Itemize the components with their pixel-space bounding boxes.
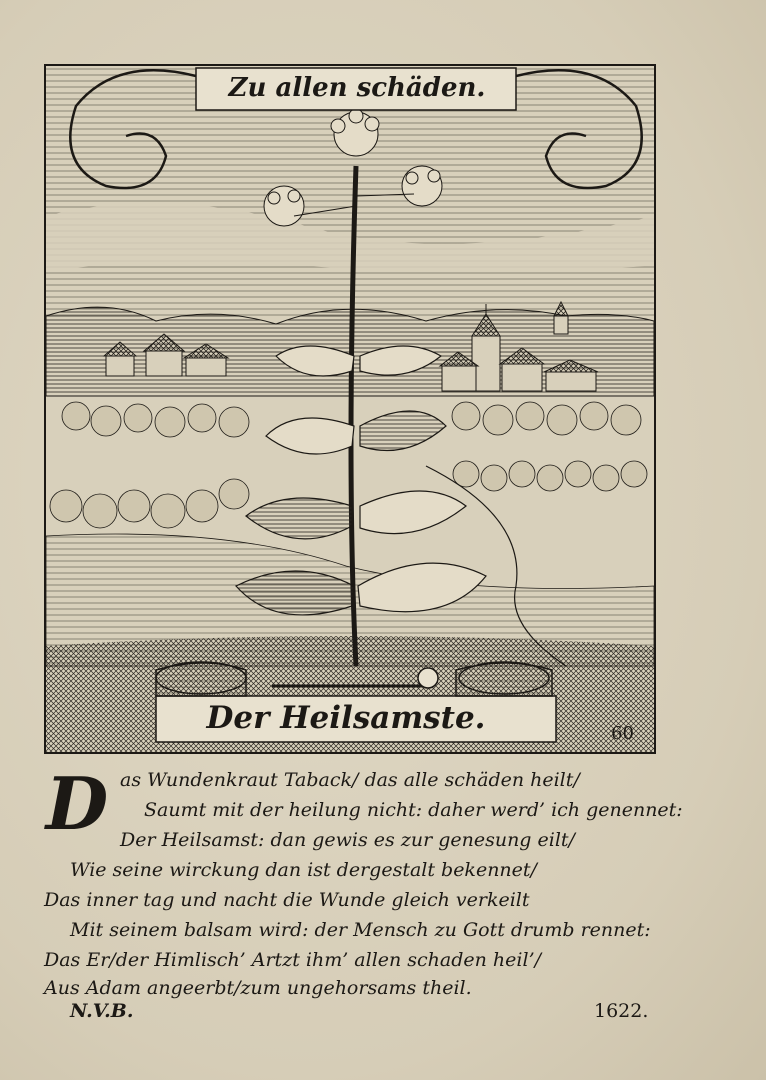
verse-line-7: Das Er/der Himlisch’ Artzt ihm’ allen schaden heil’/ — [44, 949, 542, 971]
verse-line-2: Saumt mit der heilung nicht: daher werd’ ich genennet: — [144, 799, 683, 821]
verse-line-6: Mit seinem balsam wird: der Mensch zu Gott drumb rennet: — [70, 919, 651, 941]
plate-number: 60 — [611, 723, 634, 744]
verse-line-3: Der Heilsamst: dan gewis es zur genesung eilt/ — [120, 829, 575, 851]
verse-line-4: Wie seine wirckung dan ist dergestalt bekennet/ — [70, 859, 537, 881]
bottom-banner-title: Der Heilsamste. — [206, 700, 486, 736]
verse-line-8: Aus Adam angeerbt/zum ungehorsams theil. — [44, 977, 472, 999]
engraving-illustration — [46, 66, 654, 752]
verse-line-1: as Wundenkraut Taback/ das alle schäden heilt/ — [120, 769, 580, 791]
top-banner-motto: Zu allen schäden. — [228, 73, 486, 103]
author-initials: N.V.B. — [70, 1000, 134, 1022]
verse-block — [40, 761, 683, 1022]
engraving-plate — [44, 64, 656, 754]
decorated-initial: D — [45, 761, 109, 846]
publication-year: 1622. — [594, 1000, 649, 1022]
verse-line-5: Das inner tag und nacht die Wunde gleich verkeilt — [44, 889, 530, 911]
